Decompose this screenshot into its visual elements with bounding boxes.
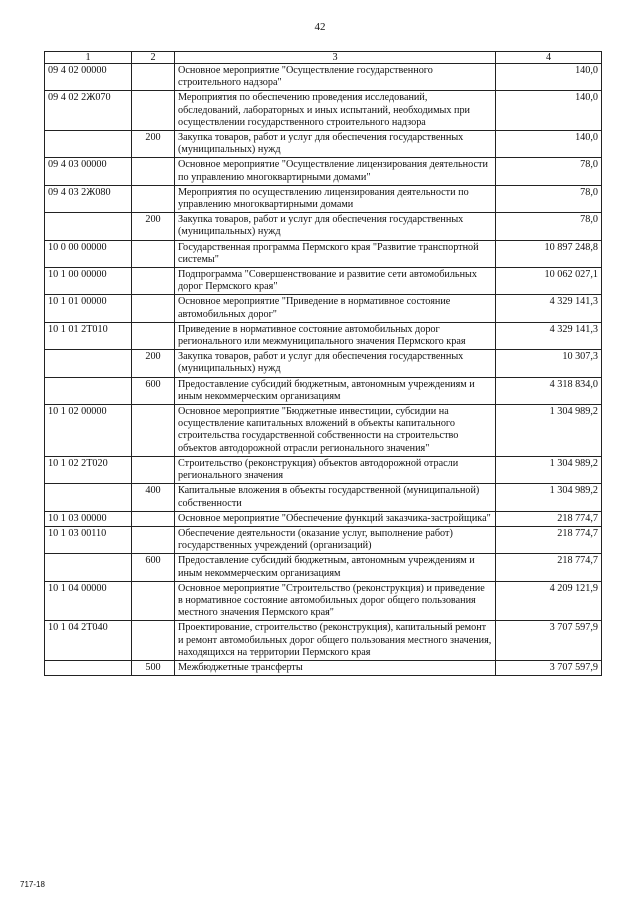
table-row — [45, 621, 602, 661]
row-expense-type — [132, 240, 175, 267]
table-row — [45, 405, 602, 457]
table-row — [45, 581, 602, 621]
row-expense-type — [132, 268, 175, 295]
row-expense-type — [132, 158, 175, 185]
row-expense-type: 500 — [132, 660, 175, 675]
row-expense-type — [132, 581, 175, 621]
row-name: Закупка товаров, работ и услуг для обеспечения государственных (муниципальных) нужд — [175, 213, 496, 240]
column-header-3: 3 — [175, 52, 496, 64]
row-amount: 3 707 597,9 — [496, 660, 602, 675]
row-name: Основное мероприятие "Приведение в нормативное состояние автомобильных дорог" — [175, 295, 496, 322]
row-amount: 218 774,7 — [496, 554, 602, 581]
row-code — [45, 131, 132, 158]
row-code: 09 4 02 2Ж070 — [45, 91, 132, 131]
row-amount: 218 774,7 — [496, 526, 602, 553]
table-row — [45, 185, 602, 212]
row-expense-type — [132, 511, 175, 526]
row-code: 10 0 00 00000 — [45, 240, 132, 267]
footer-code: 717-18 — [20, 880, 45, 889]
row-code — [45, 484, 132, 511]
row-name: Межбюджетные трансферты — [175, 660, 496, 675]
row-name: Основное мероприятие "Осуществление лицензирования деятельности по управлению многоквартирными домами" — [175, 158, 496, 185]
row-code: 10 1 04 00000 — [45, 581, 132, 621]
row-code — [45, 213, 132, 240]
table-row — [45, 554, 602, 581]
row-code: 09 4 03 2Ж080 — [45, 185, 132, 212]
row-amount: 10 307,3 — [496, 350, 602, 377]
table-row — [45, 350, 602, 377]
table-row — [45, 511, 602, 526]
row-amount: 4 329 141,3 — [496, 295, 602, 322]
row-name: Предоставление субсидий бюджетным, автономным учреждениям и иным некоммерческим организациям — [175, 377, 496, 404]
row-amount: 4 318 834,0 — [496, 377, 602, 404]
row-name: Основное мероприятие "Осуществление государственного строительного надзора" — [175, 64, 496, 91]
row-code: 10 1 03 00110 — [45, 526, 132, 553]
row-expense-type: 600 — [132, 554, 175, 581]
row-expense-type — [132, 405, 175, 457]
row-code: 10 1 03 00000 — [45, 511, 132, 526]
row-name: Закупка товаров, работ и услуг для обеспечения государственных (муниципальных) нужд — [175, 131, 496, 158]
row-code: 10 1 02 2Т020 — [45, 456, 132, 483]
row-name: Строительство (реконструкция) объектов автодорожной отрасли регионального значения — [175, 456, 496, 483]
row-name: Подпрограмма "Совершенствование и развитие сети автомобильных дорог Пермского края" — [175, 268, 496, 295]
row-amount: 1 304 989,2 — [496, 405, 602, 457]
row-expense-type: 600 — [132, 377, 175, 404]
table-row — [45, 526, 602, 553]
table-row — [45, 660, 602, 675]
table-row — [45, 64, 602, 91]
row-name: Основное мероприятие "Бюджетные инвестиции, субсидии на осуществление капитальных вложений в объекты капитального строительства государственной собственности на строительство объектов автодорожной отрасли регионального значения" — [175, 405, 496, 457]
row-amount: 10 062 027,1 — [496, 268, 602, 295]
table-row — [45, 131, 602, 158]
row-expense-type — [132, 185, 175, 212]
row-name: Основное мероприятие "Строительство (реконструкция) и приведение в нормативное состояние автомобильных дорог общего пользования местного значения Пермского края" — [175, 581, 496, 621]
row-name: Обеспечение деятельности (оказание услуг, выполнение работ) государственных учреждений (организаций) — [175, 526, 496, 553]
table-row — [45, 484, 602, 511]
column-header-1: 1 — [45, 52, 132, 64]
header-row — [45, 52, 602, 64]
table-row — [45, 268, 602, 295]
row-name: Предоставление субсидий бюджетным, автономным учреждениям и иным некоммерческим организациям — [175, 554, 496, 581]
table-row — [45, 295, 602, 322]
row-amount: 78,0 — [496, 213, 602, 240]
row-code — [45, 350, 132, 377]
row-expense-type: 200 — [132, 213, 175, 240]
table-body — [45, 64, 602, 676]
row-code: 10 1 02 00000 — [45, 405, 132, 457]
row-name: Приведение в нормативное состояние автомобильных дорог регионального или межмуниципального значения Пермского края — [175, 322, 496, 349]
table-row — [45, 377, 602, 404]
row-amount: 78,0 — [496, 185, 602, 212]
row-amount: 1 304 989,2 — [496, 456, 602, 483]
table-row — [45, 240, 602, 267]
row-code — [45, 554, 132, 581]
row-name: Мероприятия по обеспечению проведения исследований, обследований, лабораторных и иных испытаний, необходимых при осуществлении государственного строительного надзора — [175, 91, 496, 131]
row-amount: 140,0 — [496, 91, 602, 131]
row-name: Мероприятия по осуществлению лицензирования деятельности по управлению многоквартирными домами — [175, 185, 496, 212]
row-amount: 218 774,7 — [496, 511, 602, 526]
row-expense-type — [132, 526, 175, 553]
column-header-2: 2 — [132, 52, 175, 64]
row-amount: 1 304 989,2 — [496, 484, 602, 511]
row-amount: 140,0 — [496, 64, 602, 91]
row-expense-type — [132, 621, 175, 661]
row-code: 10 1 00 00000 — [45, 268, 132, 295]
row-name: Закупка товаров, работ и услуг для обеспечения государственных (муниципальных) нужд — [175, 350, 496, 377]
row-code: 10 1 01 2Т010 — [45, 322, 132, 349]
row-name: Проектирование, строительство (реконструкция), капитальный ремонт и ремонт автомобильных дорог общего пользования местного значения, находящихся на территории Пермского края — [175, 621, 496, 661]
row-expense-type — [132, 64, 175, 91]
row-code: 09 4 02 00000 — [45, 64, 132, 91]
row-code: 10 1 04 2Т040 — [45, 621, 132, 661]
row-name: Капитальные вложения в объекты государственной (муниципальной) собственности — [175, 484, 496, 511]
column-header-4: 4 — [496, 52, 602, 64]
row-expense-type: 400 — [132, 484, 175, 511]
budget-table — [44, 51, 602, 676]
row-code — [45, 660, 132, 675]
table-row — [45, 158, 602, 185]
table-row — [45, 91, 602, 131]
row-expense-type — [132, 456, 175, 483]
row-expense-type — [132, 322, 175, 349]
table-row — [45, 322, 602, 349]
table-row — [45, 456, 602, 483]
row-amount: 4 209 121,9 — [496, 581, 602, 621]
row-amount: 10 897 248,8 — [496, 240, 602, 267]
row-expense-type: 200 — [132, 350, 175, 377]
row-code: 10 1 01 00000 — [45, 295, 132, 322]
row-expense-type: 200 — [132, 131, 175, 158]
row-amount: 78,0 — [496, 158, 602, 185]
row-name: Государственная программа Пермского края "Развитие транспортной системы" — [175, 240, 496, 267]
row-amount: 4 329 141,3 — [496, 322, 602, 349]
row-code: 09 4 03 00000 — [45, 158, 132, 185]
row-expense-type — [132, 91, 175, 131]
row-expense-type — [132, 295, 175, 322]
row-amount: 140,0 — [496, 131, 602, 158]
table-row — [45, 213, 602, 240]
page-number: 42 — [314, 21, 326, 33]
row-name: Основное мероприятие "Обеспечение функций заказчика-застройщика" — [175, 511, 496, 526]
row-amount: 3 707 597,9 — [496, 621, 602, 661]
row-code — [45, 377, 132, 404]
